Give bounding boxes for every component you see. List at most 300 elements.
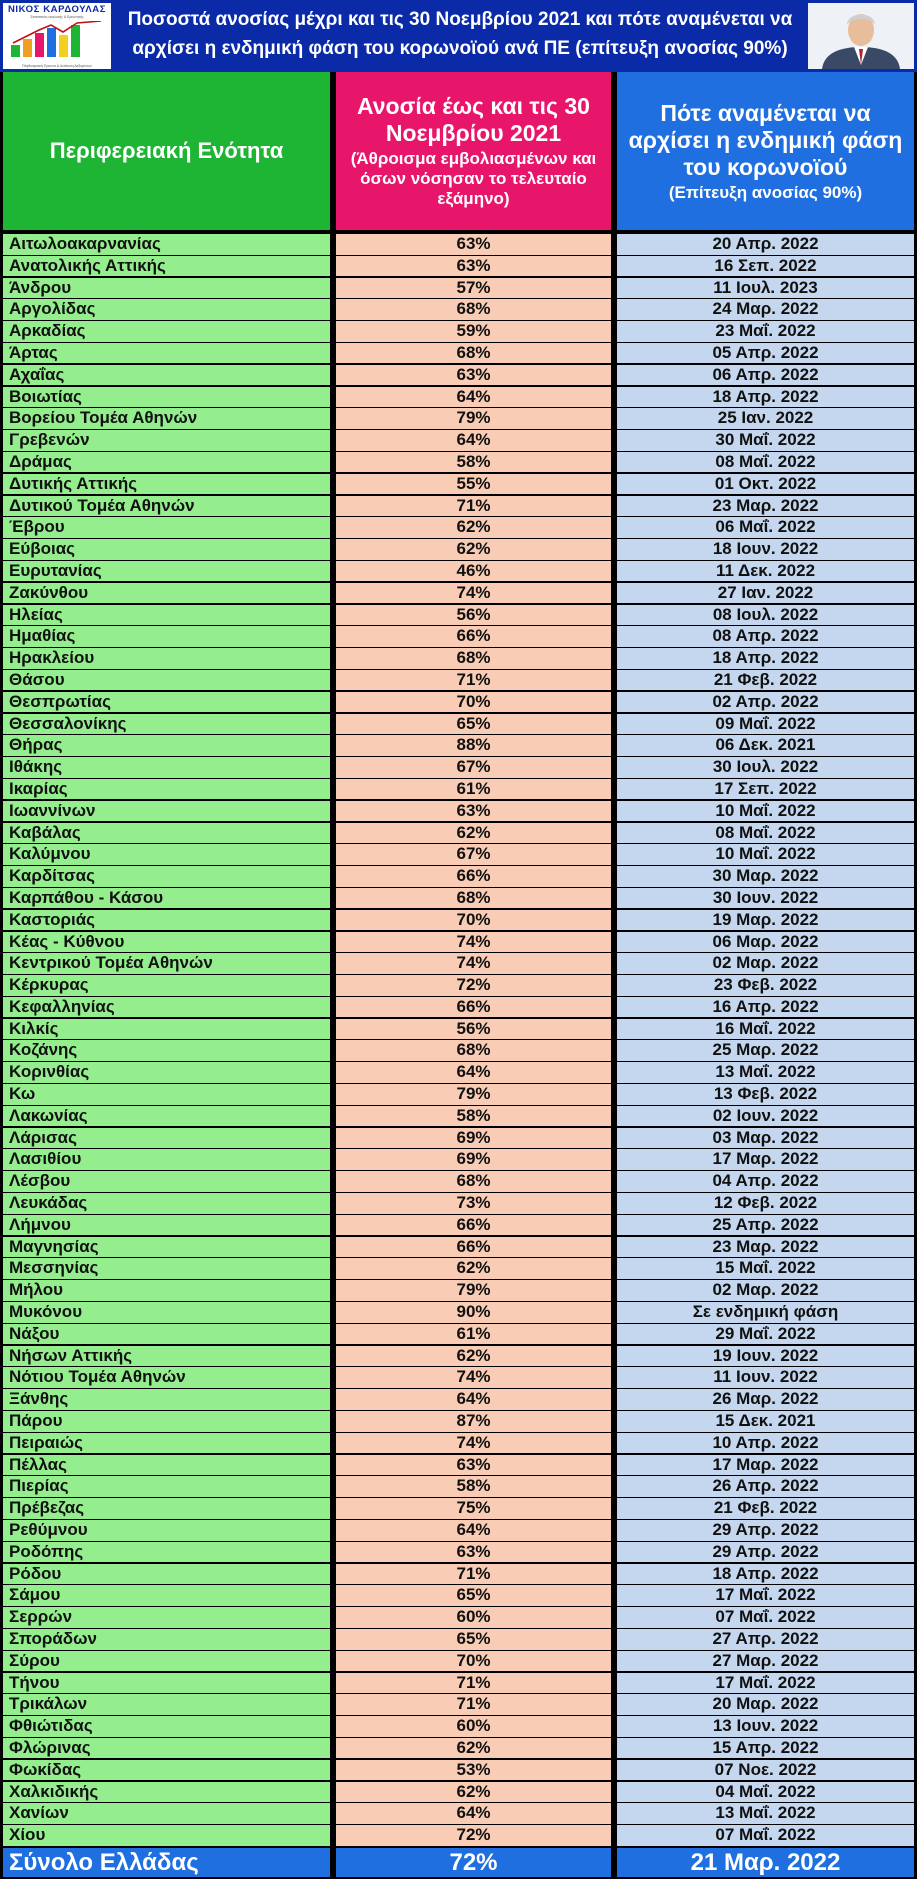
endemic-date-cell: 07 Μαΐ. 2022 (617, 1825, 914, 1846)
endemic-date-cell: 30 Μαΐ. 2022 (617, 430, 914, 451)
table-row (0, 779, 917, 801)
endemic-date-cell: 16 Σεπ. 2022 (617, 256, 914, 277)
endemic-date-cell: 08 Μαΐ. 2022 (617, 823, 914, 844)
table-row (0, 735, 917, 757)
immunity-cell: 64% (336, 1062, 611, 1083)
endemic-date-cell: 11 Ιουλ. 2023 (617, 278, 914, 299)
immunity-cell: 59% (336, 321, 611, 342)
region-cell: Πιερίας (3, 1476, 330, 1497)
immunity-cell: 67% (336, 844, 611, 865)
region-cell: Μήλου (3, 1280, 330, 1301)
immunity-cell: 64% (336, 1803, 611, 1824)
table-row (0, 474, 917, 496)
immunity-cell: 62% (336, 539, 611, 560)
table-row (0, 1651, 917, 1673)
total-label: Σύνολο Ελλάδας (3, 1848, 330, 1877)
endemic-date-cell: 08 Απρ. 2022 (617, 626, 914, 647)
table-row (0, 561, 917, 583)
immunity-cell: 61% (336, 779, 611, 800)
region-cell: Εύβοιας (3, 539, 330, 560)
author-portrait (808, 3, 914, 69)
endemic-date-cell: 18 Ιουν. 2022 (617, 539, 914, 560)
endemic-date-cell: 18 Απρ. 2022 (617, 387, 914, 408)
endemic-date-cell: 25 Μαρ. 2022 (617, 1040, 914, 1061)
endemic-date-cell: 04 Μαΐ. 2022 (617, 1782, 914, 1803)
table-row (0, 1062, 917, 1084)
region-cell: Ευρυτανίας (3, 561, 330, 582)
immunity-cell: 63% (336, 1455, 611, 1476)
table-row (0, 626, 917, 648)
immunity-cell: 56% (336, 605, 611, 626)
table-row (0, 452, 917, 474)
region-cell: Θήρας (3, 735, 330, 756)
table-row (0, 1673, 917, 1695)
table-row (0, 278, 917, 300)
endemic-date-cell: 06 Μαΐ. 2022 (617, 517, 914, 538)
table-row (0, 605, 917, 627)
immunity-cell: 63% (336, 801, 611, 822)
region-cell: Πειραιώς (3, 1433, 330, 1454)
table-row (0, 714, 917, 736)
immunity-cell: 62% (336, 1738, 611, 1759)
immunity-cell: 79% (336, 408, 611, 429)
table-row (0, 823, 917, 845)
endemic-date-cell: 16 Μαΐ. 2022 (617, 1019, 914, 1040)
region-cell: Τρικάλων (3, 1694, 330, 1715)
endemic-date-cell: 05 Απρ. 2022 (617, 343, 914, 364)
immunity-cell: 79% (336, 1084, 611, 1105)
table-row (0, 692, 917, 714)
immunity-cell: 65% (336, 1585, 611, 1606)
immunity-cell: 68% (336, 343, 611, 364)
immunity-cell: 71% (336, 1694, 611, 1715)
region-cell: Βορείου Τομέα Αθηνών (3, 408, 330, 429)
table-row (0, 1411, 917, 1433)
endemic-date-cell: 06 Δεκ. 2021 (617, 735, 914, 756)
endemic-date-cell: 24 Μαρ. 2022 (617, 299, 914, 320)
table-row (0, 1629, 917, 1651)
endemic-date-cell: 30 Ιουν. 2022 (617, 888, 914, 909)
endemic-date-cell: 26 Μαρ. 2022 (617, 1389, 914, 1410)
endemic-date-cell: 02 Μαρ. 2022 (617, 1280, 914, 1301)
table-row (0, 1476, 917, 1498)
immunity-cell: 58% (336, 1106, 611, 1127)
table-row (0, 1084, 917, 1106)
immunity-cell: 63% (336, 234, 611, 255)
immunity-cell: 68% (336, 888, 611, 909)
endemic-date-cell: 02 Μαρ. 2022 (617, 953, 914, 974)
table-row (0, 888, 917, 910)
immunity-cell: 62% (336, 517, 611, 538)
region-cell: Πρέβεζας (3, 1498, 330, 1519)
table-row (0, 1302, 917, 1324)
region-cell: Αχαΐας (3, 365, 330, 386)
table-row (0, 757, 917, 779)
immunity-cell: 56% (336, 1019, 611, 1040)
endemic-date-cell: 11 Δεκ. 2022 (617, 561, 914, 582)
endemic-date-cell: 11 Ιουν. 2022 (617, 1367, 914, 1388)
table-row (0, 1607, 917, 1629)
immunity-cell: 70% (336, 1651, 611, 1672)
immunity-cell: 62% (336, 823, 611, 844)
endemic-date-cell: 19 Μαρ. 2022 (617, 910, 914, 931)
endemic-date-cell: 21 Φεβ. 2022 (617, 1498, 914, 1519)
endemic-date-cell: 02 Απρ. 2022 (617, 692, 914, 713)
endemic-date-cell: 10 Μαΐ. 2022 (617, 801, 914, 822)
table-row (0, 975, 917, 997)
table-row (0, 234, 917, 256)
logo-subtitle: Στατιστικός αναλυτής & Ερευνητής (30, 15, 84, 19)
endemic-date-cell: 08 Μαΐ. 2022 (617, 452, 914, 473)
immunity-cell: 46% (336, 561, 611, 582)
region-cell: Σερρών (3, 1607, 330, 1628)
endemic-date-cell: 17 Μαΐ. 2022 (617, 1585, 914, 1606)
immunity-cell: 65% (336, 714, 611, 735)
region-cell: Καβάλας (3, 823, 330, 844)
column-header-immunity (336, 72, 611, 230)
region-cell: Λάρισας (3, 1128, 330, 1149)
region-cell: Χίου (3, 1825, 330, 1846)
region-cell: Φθιώτιδας (3, 1716, 330, 1737)
immunity-cell: 75% (336, 1498, 611, 1519)
table-row (0, 1760, 917, 1782)
endemic-date-cell: 29 Απρ. 2022 (617, 1542, 914, 1563)
immunity-cell: 53% (336, 1760, 611, 1781)
immunity-cell: 68% (336, 1171, 611, 1192)
table-row (0, 648, 917, 670)
endemic-date-cell: 15 Δεκ. 2021 (617, 1411, 914, 1432)
immunity-cell: 66% (336, 866, 611, 887)
immunity-cell: 57% (336, 278, 611, 299)
region-cell: Λευκάδας (3, 1193, 330, 1214)
table-row (0, 256, 917, 278)
region-cell: Αργολίδας (3, 299, 330, 320)
endemic-date-cell: 25 Απρ. 2022 (617, 1215, 914, 1236)
immunity-cell: 68% (336, 648, 611, 669)
immunity-cell: 68% (336, 299, 611, 320)
region-cell: Δυτικού Τομέα Αθηνών (3, 496, 330, 517)
endemic-date-cell: 07 Νοε. 2022 (617, 1760, 914, 1781)
immunity-cell: 66% (336, 1215, 611, 1236)
region-cell: Ρόδου (3, 1564, 330, 1585)
region-cell: Μυκόνου (3, 1302, 330, 1323)
region-cell: Καρδίτσας (3, 866, 330, 887)
region-cell: Λέσβου (3, 1171, 330, 1192)
immunity-cell: 71% (336, 1673, 611, 1694)
region-cell: Δράμας (3, 452, 330, 473)
endemic-date-cell: 20 Απρ. 2022 (617, 234, 914, 255)
immunity-cell: 62% (336, 1258, 611, 1279)
endemic-date-cell: 06 Μαρ. 2022 (617, 932, 914, 953)
region-cell: Καλύμνου (3, 844, 330, 865)
endemic-date-cell: 21 Φεβ. 2022 (617, 670, 914, 691)
endemic-date-cell: 27 Ιαν. 2022 (617, 583, 914, 604)
immunity-cell: 58% (336, 1476, 611, 1497)
logo-footer: Πληθυσμιακή Έρευνα & Ανάλυση Δεδομένων (22, 64, 92, 68)
table-row (0, 1389, 917, 1411)
region-cell: Γρεβενών (3, 430, 330, 451)
region-cell: Κέας - Κύθνου (3, 932, 330, 953)
region-cell: Θάσου (3, 670, 330, 691)
table-row (0, 321, 917, 343)
immunity-cell: 60% (336, 1607, 611, 1628)
endemic-date-cell: 12 Φεβ. 2022 (617, 1193, 914, 1214)
region-cell: Λακωνίας (3, 1106, 330, 1127)
region-cell: Βοιωτίας (3, 387, 330, 408)
immunity-cell: 72% (336, 1825, 611, 1846)
endemic-date-cell: 15 Απρ. 2022 (617, 1738, 914, 1759)
endemic-date-cell: 08 Ιουλ. 2022 (617, 605, 914, 626)
region-cell: Κορινθίας (3, 1062, 330, 1083)
immunity-cell: 66% (336, 997, 611, 1018)
endemic-date-cell: 15 Μαΐ. 2022 (617, 1258, 914, 1279)
endemic-date-cell: 17 Σεπ. 2022 (617, 779, 914, 800)
region-cell: Σύρου (3, 1651, 330, 1672)
immunity-cell: 62% (336, 1346, 611, 1367)
immunity-cell: 58% (336, 452, 611, 473)
endemic-date-cell: 20 Μαρ. 2022 (617, 1694, 914, 1715)
endemic-date-cell: 18 Απρ. 2022 (617, 1564, 914, 1585)
table-row (0, 910, 917, 932)
region-cell: Άρτας (3, 343, 330, 364)
endemic-date-cell: 01 Οκτ. 2022 (617, 474, 914, 495)
endemic-header-main: Πότε αναμένεται να αρχίσει η ενδημική φάση του κορωνοϊού (628, 99, 903, 180)
table-row (0, 1280, 917, 1302)
region-cell: Κιλκίς (3, 1019, 330, 1040)
table-row (0, 408, 917, 430)
endemic-date-cell: 03 Μαρ. 2022 (617, 1128, 914, 1149)
immunity-cell: 79% (336, 1280, 611, 1301)
region-cell: Αρκαδίας (3, 321, 330, 342)
region-cell: Ηλείας (3, 605, 330, 626)
region-cell: Αιτωλοακαρνανίας (3, 234, 330, 255)
region-cell: Ρεθύμνου (3, 1520, 330, 1541)
immunity-header-main: Ανοσία έως και τις 30 Νοεμβρίου 2021 (357, 93, 590, 146)
table-row (0, 1803, 917, 1825)
endemic-date-cell: 25 Ιαν. 2022 (617, 408, 914, 429)
table-row (0, 1149, 917, 1171)
table-row (0, 1193, 917, 1215)
table-row (0, 997, 917, 1019)
table-row (0, 430, 917, 452)
immunity-cell: 90% (336, 1302, 611, 1323)
column-header-region: Περιφερειακή Ενότητα (3, 72, 330, 230)
endemic-date-cell: 16 Απρ. 2022 (617, 997, 914, 1018)
region-cell: Ηρακλείου (3, 648, 330, 669)
endemic-date-cell: 06 Απρ. 2022 (617, 365, 914, 386)
total-endemic-date: 21 Μαρ. 2022 (617, 1848, 914, 1877)
endemic-date-cell: 09 Μαΐ. 2022 (617, 714, 914, 735)
table-row (0, 1237, 917, 1259)
table-row (0, 1106, 917, 1128)
immunity-cell: 74% (336, 1367, 611, 1388)
endemic-date-cell: 26 Απρ. 2022 (617, 1476, 914, 1497)
table-row (0, 387, 917, 409)
table-row (0, 844, 917, 866)
table-row (0, 299, 917, 321)
table-row (0, 953, 917, 975)
region-cell: Κω (3, 1084, 330, 1105)
table-row (0, 866, 917, 888)
region-cell: Φλώρινας (3, 1738, 330, 1759)
endemic-date-cell: 04 Απρ. 2022 (617, 1171, 914, 1192)
immunity-cell: 69% (336, 1128, 611, 1149)
region-cell: Ανατολικής Αττικής (3, 256, 330, 277)
table-row (0, 539, 917, 561)
column-header-endemic (617, 72, 914, 230)
table-row (0, 1585, 917, 1607)
immunity-cell: 62% (336, 1782, 611, 1803)
region-cell: Νάξου (3, 1324, 330, 1345)
immunity-cell: 70% (336, 910, 611, 931)
region-cell: Πάρου (3, 1411, 330, 1432)
region-cell: Σάμου (3, 1585, 330, 1606)
endemic-date-cell: 18 Απρ. 2022 (617, 648, 914, 669)
immunity-cell: 74% (336, 932, 611, 953)
region-cell: Τήνου (3, 1673, 330, 1694)
region-cell: Νήσων Αττικής (3, 1346, 330, 1367)
endemic-date-cell: 13 Μαΐ. 2022 (617, 1803, 914, 1824)
endemic-date-cell: 17 Μαρ. 2022 (617, 1149, 914, 1170)
immunity-cell: 64% (336, 387, 611, 408)
table-row (0, 1520, 917, 1542)
immunity-cell: 71% (336, 1564, 611, 1585)
immunity-cell: 65% (336, 1629, 611, 1650)
immunity-cell: 64% (336, 430, 611, 451)
region-cell: Χανίων (3, 1803, 330, 1824)
immunity-cell: 70% (336, 692, 611, 713)
immunity-cell: 64% (336, 1389, 611, 1410)
author-logo (3, 3, 111, 69)
region-cell: Μεσσηνίας (3, 1258, 330, 1279)
region-cell: Ιθάκης (3, 757, 330, 778)
immunity-cell: 71% (336, 670, 611, 691)
endemic-date-cell: 27 Απρ. 2022 (617, 1629, 914, 1650)
region-cell: Καστοριάς (3, 910, 330, 931)
region-cell: Ικαρίας (3, 779, 330, 800)
endemic-date-cell: 17 Μαρ. 2022 (617, 1455, 914, 1476)
table-row (0, 1694, 917, 1716)
table-row (0, 1258, 917, 1280)
table-row (0, 496, 917, 518)
endemic-date-cell: Σε ενδημική φάση (617, 1302, 914, 1323)
table-row (0, 1019, 917, 1041)
immunity-cell: 72% (336, 975, 611, 996)
table-row (0, 1564, 917, 1586)
table-row (0, 1782, 917, 1804)
endemic-date-cell: 30 Μαρ. 2022 (617, 866, 914, 887)
table-row (0, 932, 917, 954)
table-row (0, 1367, 917, 1389)
immunity-cell: 67% (336, 757, 611, 778)
endemic-date-cell: 13 Μαΐ. 2022 (617, 1062, 914, 1083)
endemic-date-cell: 23 Μαρ. 2022 (617, 496, 914, 517)
immunity-cell: 63% (336, 365, 611, 386)
endemic-date-cell: 19 Ιουν. 2022 (617, 1346, 914, 1367)
region-cell: Φωκίδας (3, 1760, 330, 1781)
immunity-cell: 74% (336, 1433, 611, 1454)
table-row (0, 1128, 917, 1150)
immunity-cell: 87% (336, 1411, 611, 1432)
region-cell: Λήμνου (3, 1215, 330, 1236)
endemic-date-cell: 30 Ιουλ. 2022 (617, 757, 914, 778)
table-row (0, 1433, 917, 1455)
immunity-cell: 88% (336, 735, 611, 756)
table-row (0, 1346, 917, 1368)
region-cell: Νότιου Τομέα Αθηνών (3, 1367, 330, 1388)
region-cell: Σποράδων (3, 1629, 330, 1650)
region-cell: Κεντρικού Τομέα Αθηνών (3, 953, 330, 974)
table-row (0, 1498, 917, 1520)
endemic-date-cell: 23 Φεβ. 2022 (617, 975, 914, 996)
endemic-date-cell: 02 Ιουν. 2022 (617, 1106, 914, 1127)
immunity-cell: 66% (336, 1237, 611, 1258)
column-headers (0, 72, 917, 234)
endemic-date-cell: 10 Απρ. 2022 (617, 1433, 914, 1454)
immunity-cell: 73% (336, 1193, 611, 1214)
region-cell: Ημαθίας (3, 626, 330, 647)
table-row (0, 1825, 917, 1847)
table-row (0, 1716, 917, 1738)
immunity-cell: 55% (336, 474, 611, 495)
immunity-cell: 66% (336, 626, 611, 647)
region-cell: Καρπάθου - Κάσου (3, 888, 330, 909)
region-cell: Πέλλας (3, 1455, 330, 1476)
total-immunity: 72% (336, 1848, 611, 1877)
region-cell: Ροδόπης (3, 1542, 330, 1563)
person-portrait-icon (808, 3, 914, 69)
region-cell: Κέρκυρας (3, 975, 330, 996)
table-row (0, 1324, 917, 1346)
table-row (0, 1040, 917, 1062)
region-cell: Θεσσαλονίκης (3, 714, 330, 735)
table-row (0, 801, 917, 823)
immunity-cell: 63% (336, 256, 611, 277)
endemic-date-cell: 27 Μαρ. 2022 (617, 1651, 914, 1672)
table-row (0, 583, 917, 605)
immunity-cell: 71% (336, 496, 611, 517)
table-row (0, 365, 917, 387)
immunity-cell: 64% (336, 1520, 611, 1541)
immunity-cell: 63% (336, 1542, 611, 1563)
immunity-cell: 68% (336, 1040, 611, 1061)
table-row (0, 1455, 917, 1477)
total-row (0, 1848, 917, 1879)
region-cell: Κοζάνης (3, 1040, 330, 1061)
region-cell: Ιωαννίνων (3, 801, 330, 822)
region-cell: Μαγνησίας (3, 1237, 330, 1258)
region-cell: Λασιθίου (3, 1149, 330, 1170)
endemic-date-cell: 17 Μαΐ. 2022 (617, 1673, 914, 1694)
table-row (0, 1542, 917, 1564)
endemic-date-cell: 13 Ιουν. 2022 (617, 1716, 914, 1737)
header-banner (0, 0, 917, 72)
table-row (0, 1171, 917, 1193)
table-row (0, 517, 917, 539)
logo-bar-chart-icon (7, 21, 107, 57)
endemic-date-cell: 23 Μαΐ. 2022 (617, 321, 914, 342)
table-body (0, 234, 917, 1847)
immunity-header-sub: (Άθροισμα εμβολιασμένων και όσων νόσησαν το τελευταίο εξάμηνο) (350, 149, 597, 208)
endemic-date-cell: 23 Μαρ. 2022 (617, 1237, 914, 1258)
endemic-date-cell: 07 Μαΐ. 2022 (617, 1607, 914, 1628)
region-cell: Ζακύνθου (3, 583, 330, 604)
table-row (0, 1215, 917, 1237)
endemic-header-sub: (Επίτευξη ανοσίας 90%) (668, 182, 863, 202)
region-cell: Χαλκιδικής (3, 1782, 330, 1803)
table-row (0, 1738, 917, 1760)
region-cell: Άνδρου (3, 278, 330, 299)
